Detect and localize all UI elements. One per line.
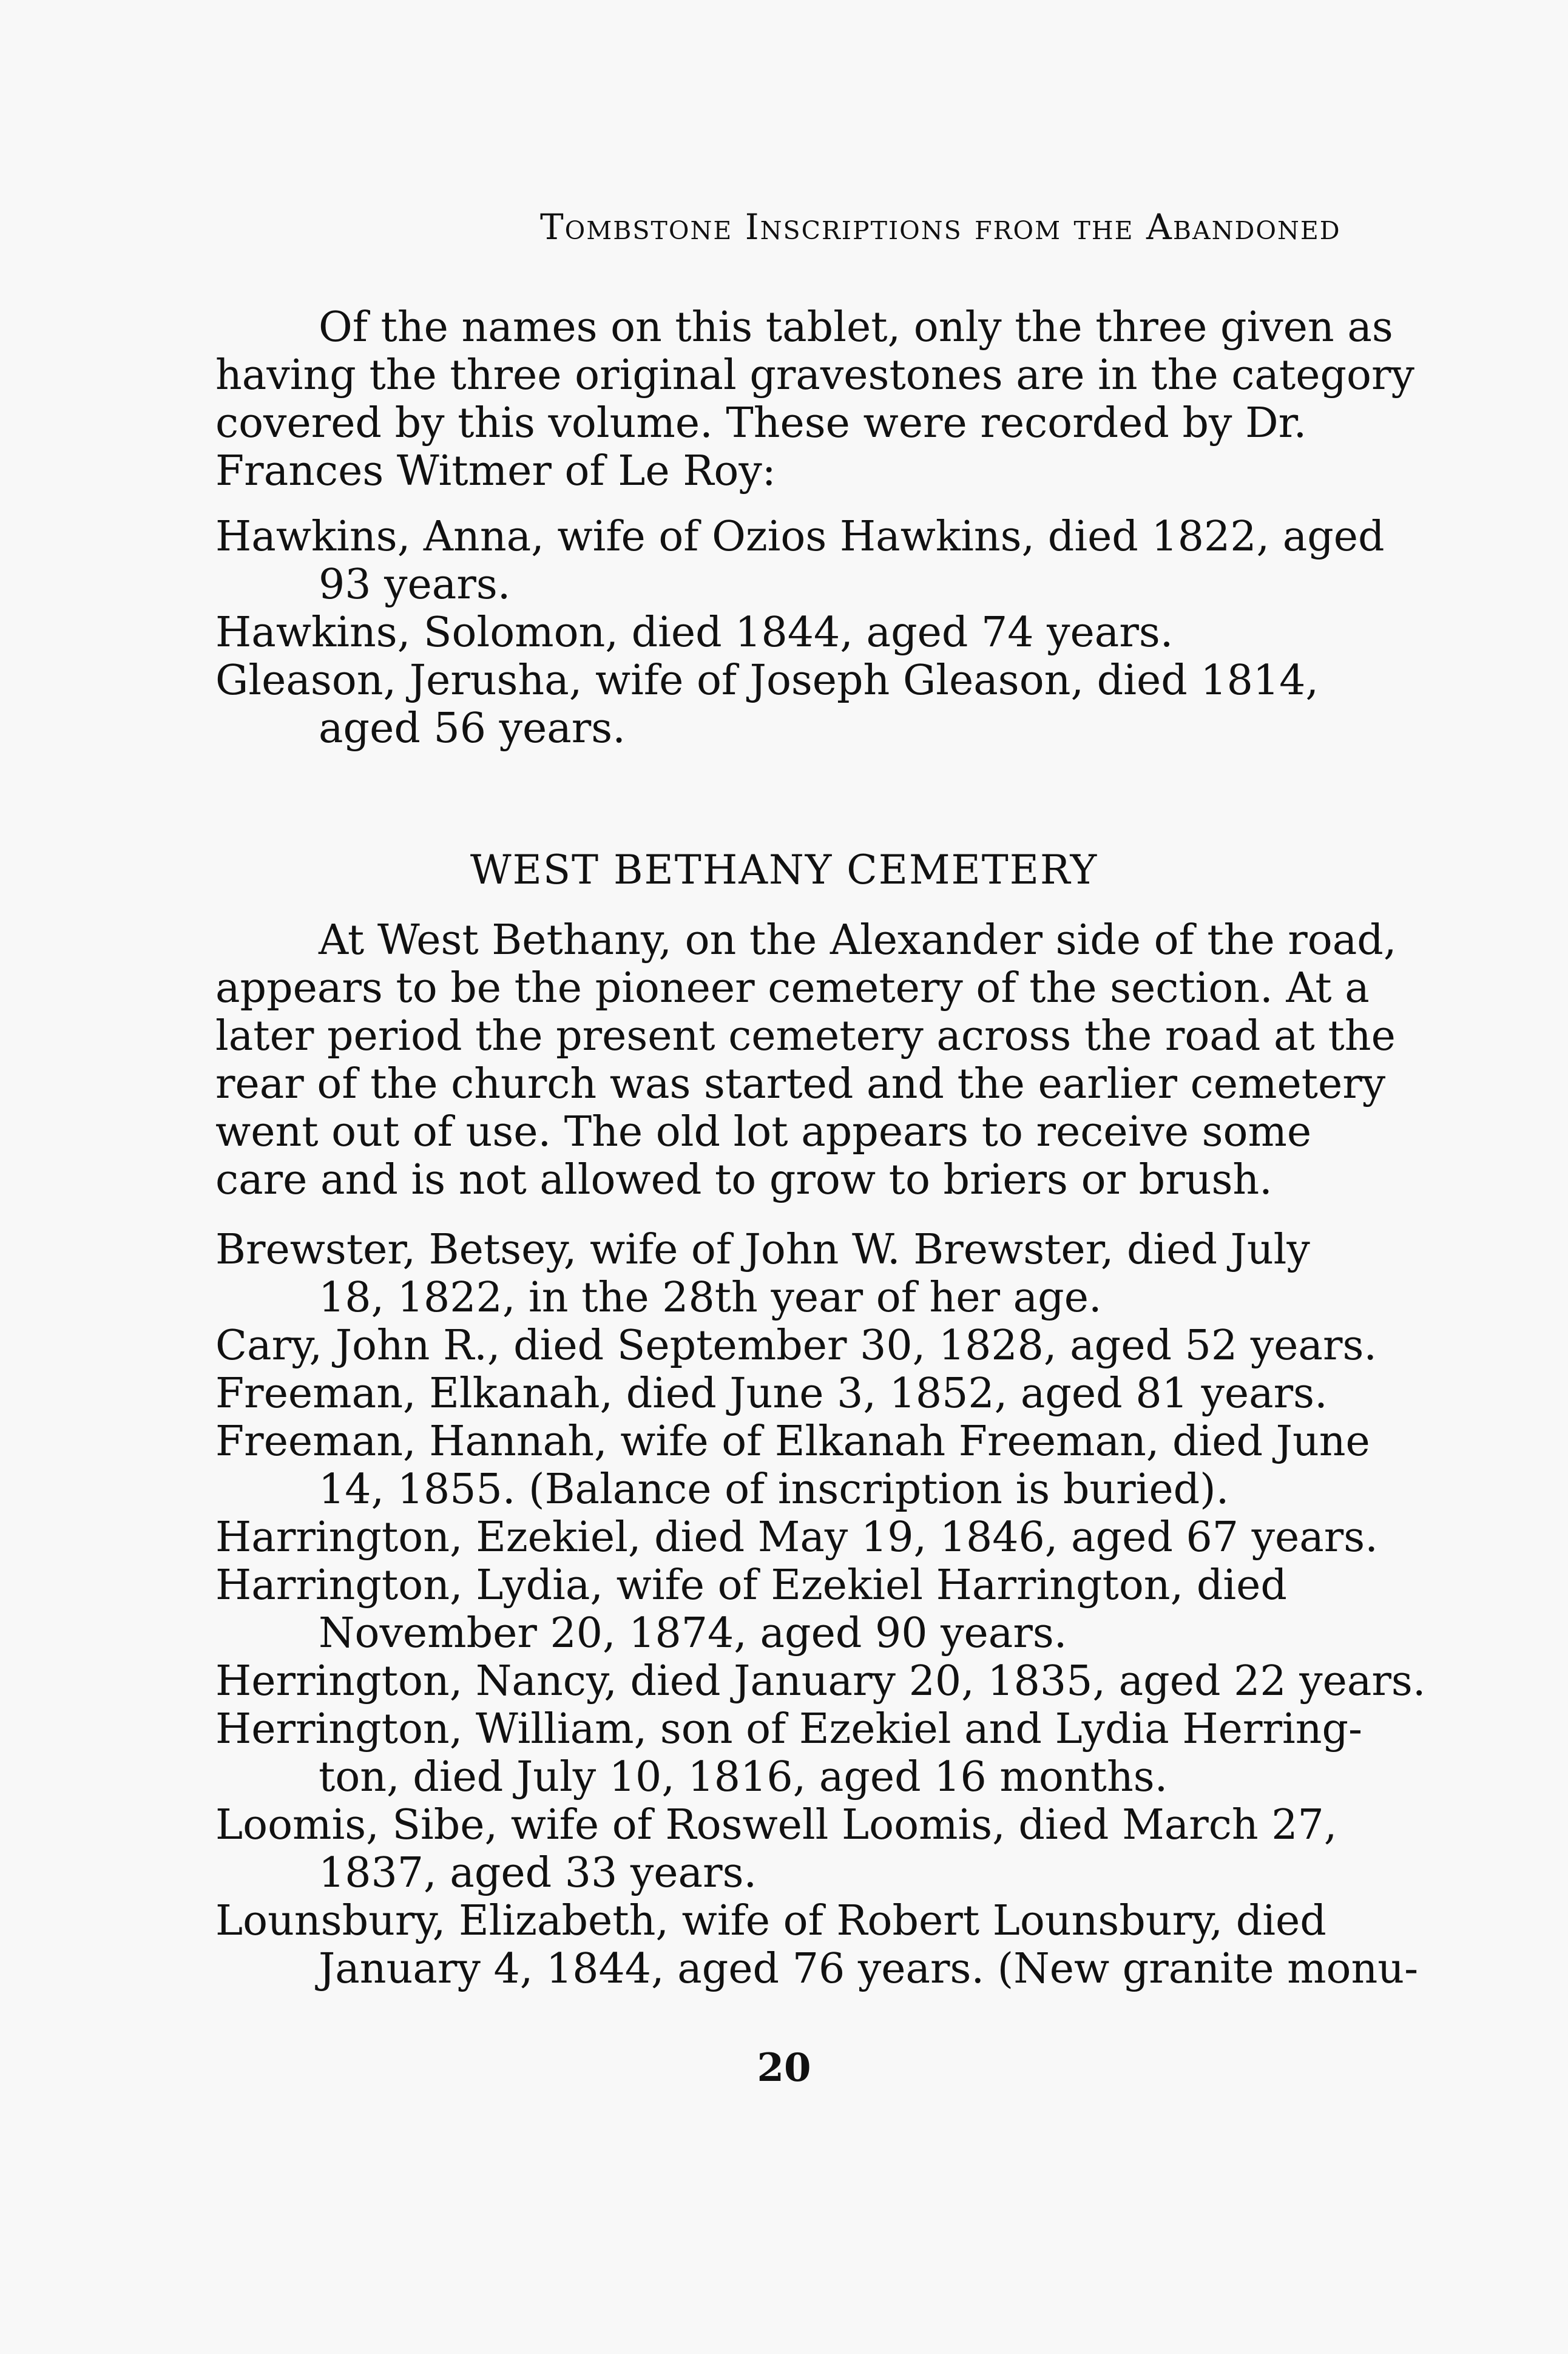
entry-line: Harrington, Lydia, wife of Ezekiel Harrington, died: [215, 1561, 1287, 1609]
intro-line: having the three original gravestones are in the category: [215, 351, 1414, 399]
entry-continuation: 14, 1855. (Balance of inscription is buried).: [319, 1466, 1229, 1514]
first-entries-list: [215, 513, 1490, 753]
list-item: [215, 1322, 1490, 1370]
entry-continuation: November 20, 1874, aged 90 years.: [319, 1609, 1067, 1657]
entry-continuation: 18, 1822, in the 28th year of her age.: [319, 1274, 1102, 1322]
list-item: [215, 657, 1490, 753]
list-item: [215, 1897, 1490, 1993]
entry-line: Herrington, Nancy, died January 20, 1835, aged 22 years.: [215, 1657, 1426, 1705]
entry-line: Lounsbury, Elizabeth, wife of Robert Lounsbury, died: [215, 1897, 1326, 1945]
intro-paragraph: [215, 303, 1490, 495]
intro-line: Frances Witmer of Le Roy:: [215, 447, 776, 495]
list-item: [215, 1705, 1490, 1801]
entry-line: Gleason, Jerusha, wife of Joseph Gleason, died 1814,: [215, 657, 1319, 705]
entry-line: Hawkins, Anna, wife of Ozios Hawkins, died 1822, aged: [215, 513, 1385, 561]
list-item: [215, 1514, 1490, 1561]
running-head: Tombstone Inscriptions from the Abandoned: [540, 206, 1341, 248]
section-intro-line: rear of the church was started and the earlier cemetery: [215, 1060, 1386, 1108]
entry-continuation: 1837, aged 33 years.: [319, 1849, 757, 1897]
entry-continuation: 93 years.: [319, 561, 511, 609]
section-intro-line: At West Bethany, on the Alexander side of the road,: [319, 916, 1397, 964]
list-item: [215, 1657, 1490, 1705]
section-intro-paragraph: [215, 916, 1490, 1204]
entry-continuation: aged 56 years.: [319, 705, 626, 753]
entry-line: Hawkins, Solomon, died 1844, aged 74 years.: [215, 609, 1174, 657]
section-intro-line: later period the present cemetery across the road at the: [215, 1012, 1396, 1060]
entry-line: Freeman, Hannah, wife of Elkanah Freeman, died June: [215, 1418, 1370, 1466]
page-number: 20: [757, 2045, 811, 2091]
section-intro-line: care and is not allowed to grow to briers or brush.: [215, 1156, 1272, 1204]
list-item: [215, 1370, 1490, 1418]
entry-line: Loomis, Sibe, wife of Roswell Loomis, died March 27,: [215, 1801, 1337, 1849]
entry-continuation: ton, died July 10, 1816, aged 16 months.: [319, 1753, 1168, 1801]
section-intro-line: went out of use. The old lot appears to receive some: [215, 1108, 1312, 1156]
entry-line: Herrington, William, son of Ezekiel and Lydia Herring-: [215, 1705, 1362, 1753]
intro-line: Of the names on this tablet, only the three given as: [319, 303, 1393, 351]
list-item: [215, 513, 1490, 609]
intro-line: covered by this volume. These were recorded by Dr.: [215, 399, 1307, 447]
entry-continuation: January 4, 1844, aged 76 years. (New granite monu-: [319, 1945, 1419, 1993]
section-heading: WEST BETHANY CEMETERY: [470, 847, 1098, 893]
entry-line: Cary, John R., died September 30, 1828, aged 52 years.: [215, 1322, 1377, 1370]
list-item: [215, 1801, 1490, 1897]
list-item: [215, 609, 1490, 657]
entry-line: Harrington, Ezekiel, died May 19, 1846, aged 67 years.: [215, 1514, 1378, 1561]
entry-line: Freeman, Elkanah, died June 3, 1852, aged 81 years.: [215, 1370, 1328, 1418]
list-item: [215, 1561, 1490, 1657]
list-item: [215, 1418, 1490, 1514]
section-intro-line: appears to be the pioneer cemetery of the section. At a: [215, 964, 1370, 1012]
list-item: [215, 1226, 1490, 1322]
entry-line: Brewster, Betsey, wife of John W. Brewster, died July: [215, 1226, 1310, 1274]
section-entries-list: [215, 1226, 1490, 1993]
